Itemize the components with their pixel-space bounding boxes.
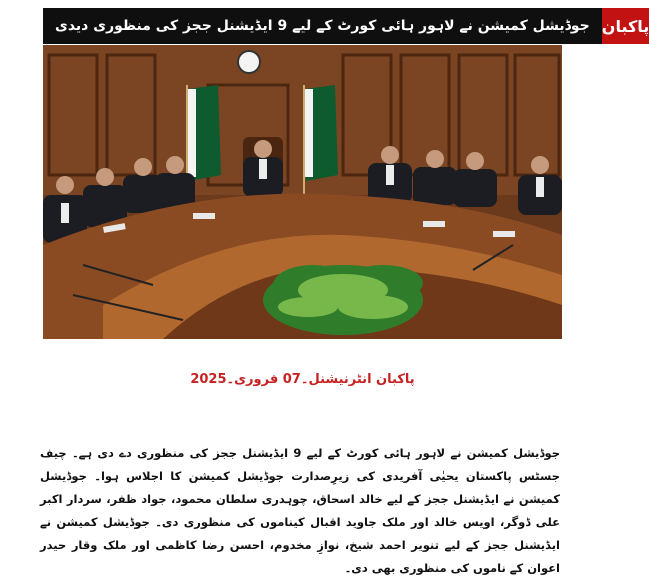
dateline: پاکبان انٹرنیشنل۔07 فروری۔2025 (190, 372, 415, 387)
article-body: جوڈیشل کمیشن نے لاہور ہائی کورٹ کے لیے 9 ایڈیشنل ججز کی منظوری دے دی ہے۔ چیف جسٹس پاکستان یحیٰی آفریدی کی زیرِصدارت جوڈیشل کمیشن کا اجلاس ہوا۔ جوڈیشل کمیشن نے ایڈیشنل ججز کے لیے خالد اسحاق، چوہدری سلطان محمود، جواد ظفر، سردار اکبر علی ڈوگر، اویس خالد اور ملک جاوید اقبال کیناموں کی منظوری دی۔ جوڈیشل کمیشن نے ایڈیشنل ججز کے لیے تنویر احمد شیخ، نوازِ مخدوم، احسن رضا کاظمی اور ملک وقار حیدر اعوان کے ناموں کی منظوری بھی دی۔ (40, 445, 560, 575)
news-photo (43, 45, 562, 339)
headline-bar (43, 8, 602, 44)
headline: جوڈیشل کمیشن نے لاہور ہائی کورٹ کے لیے 9 ایڈیشنل ججز کی منظوری دیدی (55, 18, 590, 34)
brand-name: پاکبان (601, 16, 649, 36)
brand-logo (602, 8, 649, 44)
article-header (43, 8, 649, 44)
